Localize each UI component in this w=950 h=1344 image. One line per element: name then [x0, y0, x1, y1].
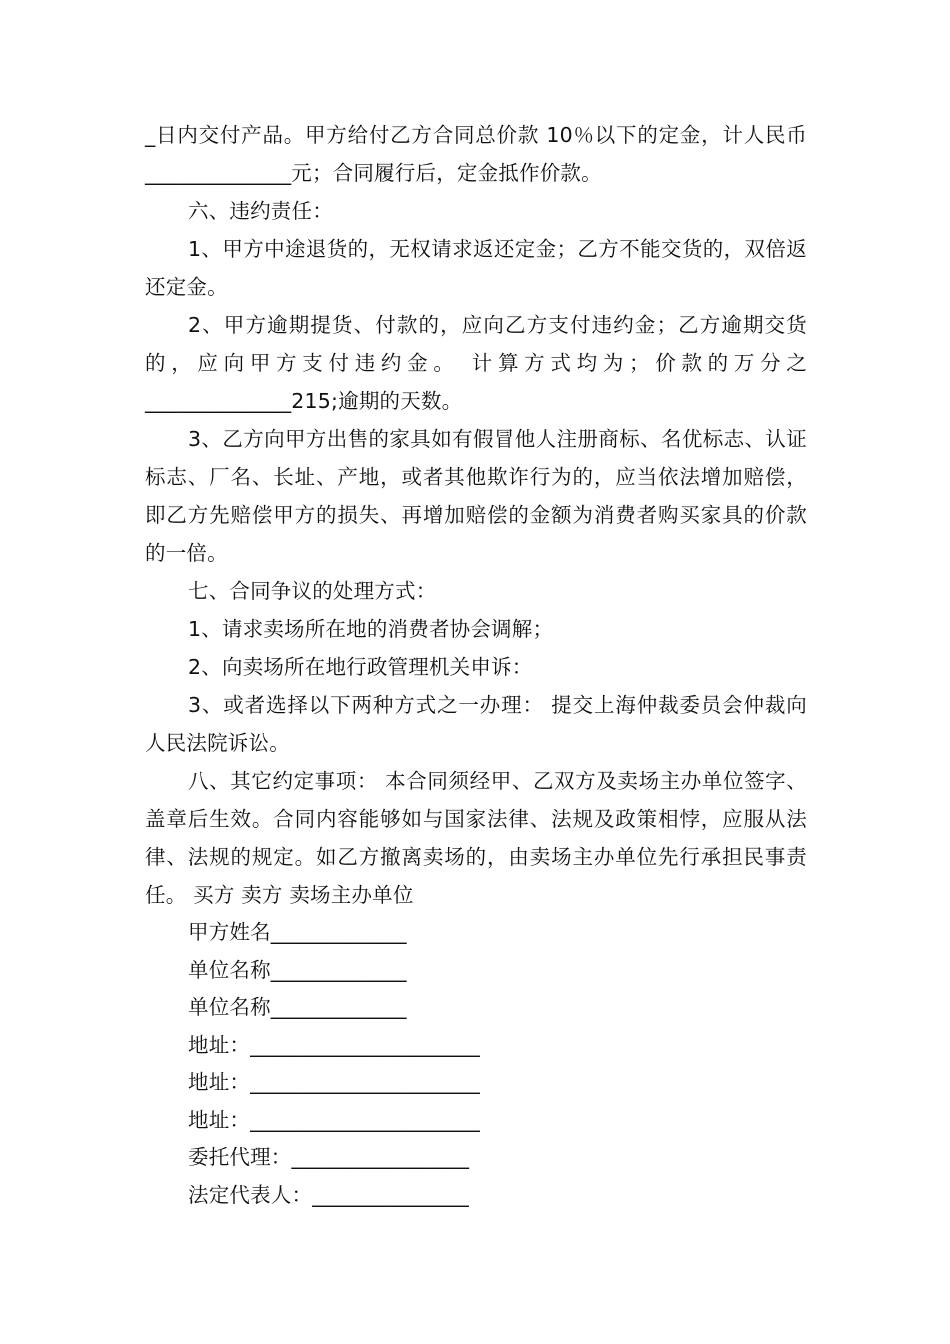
paragraph-breach-item-2: 2、甲方逾期提货、付款的，应向乙方支付违约金；乙方逾期交货的，应向甲方支付违约金。 计算方式均为；价款的万分之______________215;逾期的天数。: [145, 313, 807, 413]
signature-line-party-a-name: 甲方姓名_____________: [188, 920, 407, 944]
section-heading-breach-liability: 六、违约责任：: [188, 199, 333, 223]
signature-line-address: 地址：______________________: [188, 1032, 480, 1057]
paragraph-breach-item-1: 1、甲方中途退货的，无权请求返还定金；乙方不能交货的，双倍返还定金。: [145, 237, 807, 299]
signature-line-unit-name: 单位名称_____________: [188, 995, 407, 1019]
paragraph-dispute-item-2: 2、向卖场所在地行政管理机关申诉：: [188, 655, 533, 679]
signature-line-unit-name: 单位名称_____________: [188, 957, 407, 982]
signature-line-legal-representative: 法定代表人：_______________: [188, 1182, 469, 1207]
paragraph-dispute-item-3: 3、或者选择以下两种方式之一办理： 提交上海仲裁委员会仲裁向人民法院诉讼。: [145, 693, 807, 755]
paragraph-delivery-deposit: _日内交付产品。甲方给付乙方合同总价款 10％以下的定金，计人民币______________元；合同履行后，定金抵作价款。: [145, 123, 807, 185]
signature-line-agent: 委托代理：_________________: [188, 1145, 470, 1169]
paragraph-breach-item-3: 3、乙方向甲方出售的家具如有假冒他人注册商标、名优标志、认证标志、厂名、长址、产地，或者其他欺诈行为的，应当依法增加赔偿，即乙方先赔偿甲方的损失、再增加赔偿的金额为消费者购买家具的价款的一倍。: [145, 427, 807, 565]
signature-line-address: 地址：______________________: [188, 1107, 480, 1132]
paragraph-other-terms: 八、其它约定事项： 本合同须经甲、乙双方及卖场主办单位签字、盖章后生效。合同内容能够如与国家法律、法规及政策相悖，应服从法律、法规的规定。如乙方撤离卖场的，由卖场主办单位先行承担民事责任。 买方 卖方 卖场主办单位: [145, 769, 807, 907]
contract-page: [145, 116, 807, 1214]
paragraph-dispute-item-1: 1、请求卖场所在地的消费者协会调解；: [188, 617, 554, 641]
signature-line-address: 地址：______________________: [188, 1070, 480, 1094]
signature-block: [145, 914, 807, 1214]
section-heading-dispute-resolution: 七、合同争议的处理方式：: [188, 579, 437, 603]
